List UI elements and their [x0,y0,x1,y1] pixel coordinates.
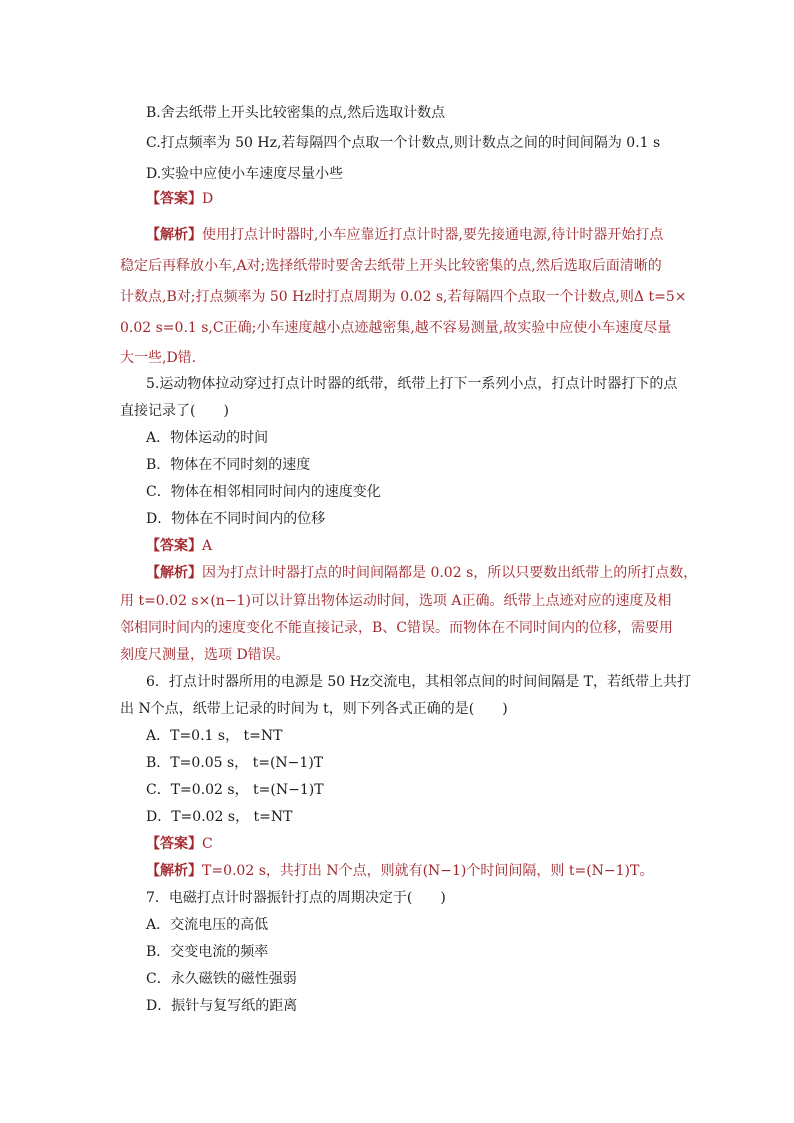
q4-explanation-line-2: 稳定后再释放小车,A对;选择纸带时要舍去纸带上开头比较密集的点,然后选取后面清晰的 [120,258,662,274]
explanation-text: 因为打点计时器打点的时间间隔都是 0.02 s，所以只要数出纸带上的所打点数， [202,565,698,581]
answer-value: C [202,836,213,852]
q5-explanation-line-1 [146,563,697,583]
q4-option-c: C.打点频率为 50 Hz,若每隔四个点取一个计数点,则计数点之间的时间间隔为 0.1 s [146,135,661,151]
q4-explanation-line-3: 计数点,B对;打点频率为 50 Hz时打点周期为 0.02 s,若每隔四个点取一个计数点,则Δ t=5× [120,289,687,305]
q5-explanation-line-4: 刻度尺测量，选项 D错误。 [120,647,290,663]
q4-answer [146,189,213,209]
q7-stem-line-1: 7．电磁打点计时器振针打点的周期决定于( ) [146,890,446,906]
q5-option-d: D．物体在不同时间内的位移 [146,511,326,527]
q6-stem-line-2: 出 N个点，纸带上记录的时间为 t，则下列各式正确的是( ) [120,701,508,717]
explanation-text: T=0.02 s，共打出 N个点，则就有(N−1)个时间间隔，则 t=(N−1)T。 [202,863,654,879]
answer-value: A [202,538,213,554]
q4-explanation-line-5: 大一些,D错. [120,350,197,366]
answer-value: D [202,191,214,207]
answer-label: 【答案】 [146,191,202,207]
q5-option-a: A．物体运动的时间 [146,430,269,446]
q5-option-b: B．物体在不同时刻的速度 [146,457,311,473]
q7-option-d: D．振针与复写纸的距离 [146,998,298,1014]
explanation-label: 【解析】 [146,863,202,879]
answer-label: 【答案】 [146,538,202,554]
q5-stem-line-1: 5.运动物体拉动穿过打点计时器的纸带，纸带上打下一系列小点，打点计时器打下的点 [146,376,678,392]
q6-stem-line-1: 6．打点计时器所用的电源是 50 Hz交流电，其相邻点间的时间间隔是 T，若纸带上共打 [146,674,691,690]
q5-answer [146,536,212,556]
explanation-text: 使用打点计时器时,小车应靠近打点计时器,要先接通电源,待计时器开始打点 [202,227,664,243]
q6-explanation-line-1 [146,861,653,881]
q4-option-b: B.舍去纸带上开头比较密集的点,然后选取计数点 [146,105,446,121]
q5-explanation-line-3: 邻相同时间内的速度变化不能直接记录，B、C错误。而物体在不同时间内的位移，需要用 [120,620,673,636]
explanation-label: 【解析】 [146,227,202,243]
explanation-label: 【解析】 [146,565,202,581]
q6-option-a: A．T=0.1 s， t=NT [146,728,283,744]
answer-label: 【答案】 [146,836,202,852]
q7-option-c: C．永久磁铁的磁性强弱 [146,971,297,987]
q6-option-b: B．T=0.05 s， t=(N−1)T [146,755,324,771]
q6-answer [146,834,213,854]
q6-option-d: D．T=0.02 s， t=NT [146,809,293,825]
q6-option-c: C．T=0.02 s， t=(N−1)T [146,782,324,798]
q4-explanation-line-4: 0.02 s=0.1 s,C正确;小车速度越小点迹越密集,越不容易测量,故实验中应使小车速度尽量 [120,320,672,336]
q5-explanation-line-2: 用 t=0.02 s×(n−1)可以计算出物体运动时间，选项 A正确。纸带上点迹对应的速度及相 [120,593,672,609]
q7-option-b: B．交变电流的频率 [146,944,269,960]
q4-option-d: D.实验中应使小车速度尽量小些 [146,166,344,182]
q5-stem-line-2: 直接记录了( ) [120,403,229,419]
q4-explanation-line-1 [146,225,663,245]
q5-option-c: C．物体在相邻相同时间内的速度变化 [146,484,381,500]
q7-option-a: A．交流电压的高低 [146,917,269,933]
